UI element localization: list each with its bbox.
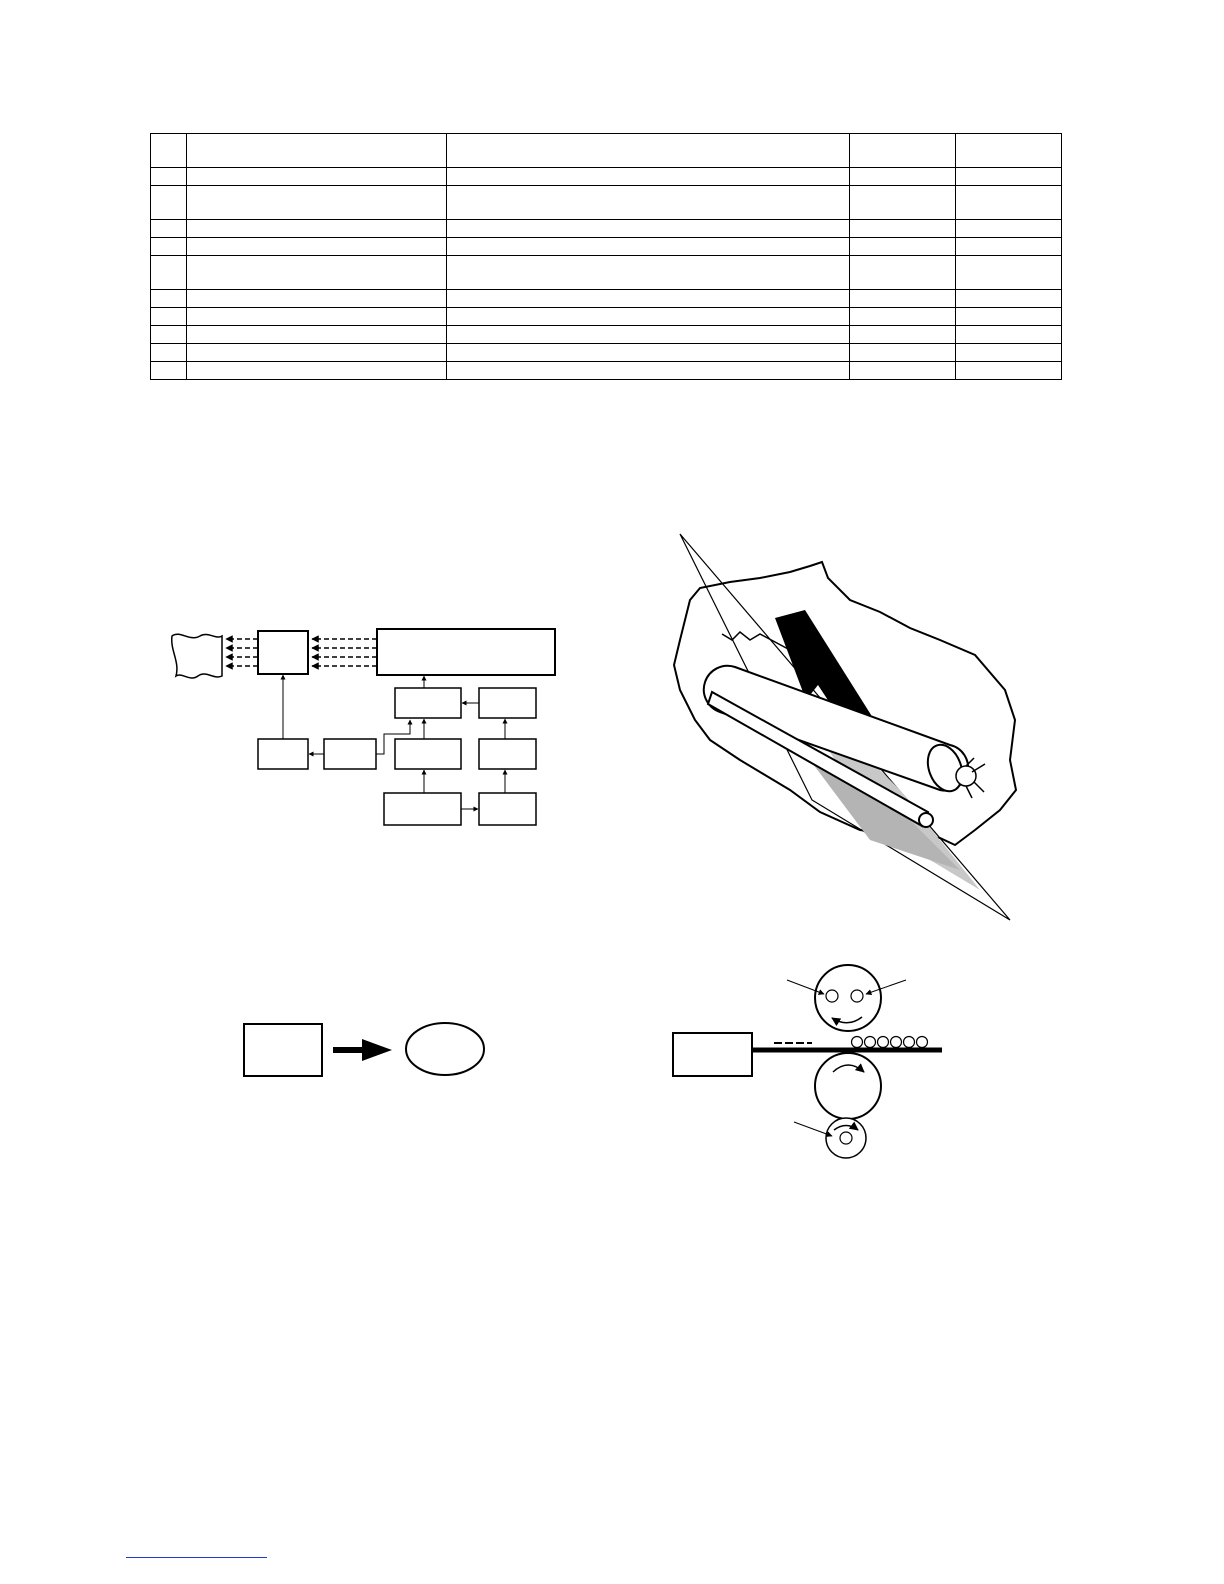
footer-link[interactable] <box>126 1557 267 1558</box>
cleaning-roller-core <box>840 1132 852 1144</box>
pressure-roller-section <box>815 1053 881 1119</box>
toner-particles <box>852 1037 928 1048</box>
heat-roller <box>815 965 881 1031</box>
cleaning-leader <box>794 1122 832 1136</box>
heater-lamp-left <box>826 990 838 1002</box>
feed-unit-box <box>673 1033 752 1076</box>
heater-lamp-right <box>851 990 863 1002</box>
